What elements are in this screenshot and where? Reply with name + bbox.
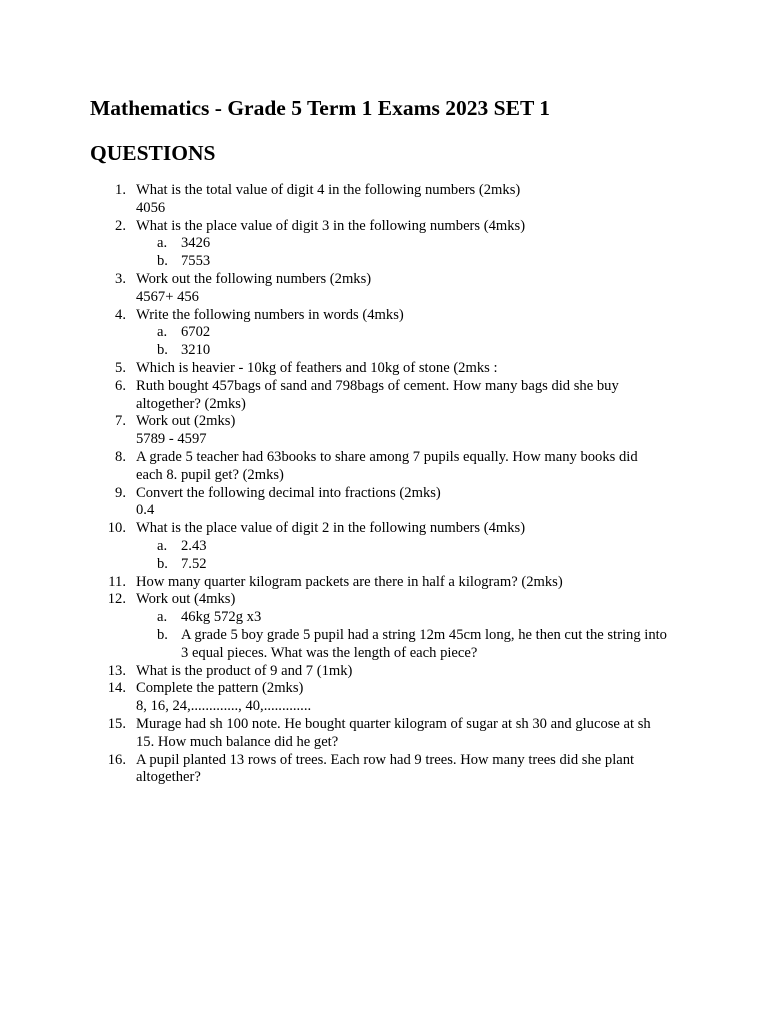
sub-question-text: A grade 5 boy grade 5 pupil had a string 12m 45cm long, he then cut the string into 3 equal pieces. What was the length of each piece? — [181, 626, 667, 661]
question-detail: altogether? (2mks) — [136, 395, 246, 412]
question-item — [0, 485, 676, 521]
question-item — [0, 680, 676, 716]
question-detail: 15. How much balance did he get? — [136, 733, 339, 750]
question-text: Work out the following numbers (2mks) — [136, 270, 372, 287]
question-detail: 4567+ 456 — [136, 288, 199, 305]
question-item — [0, 271, 676, 307]
sub-question-label: a. — [157, 324, 168, 341]
question-item — [0, 574, 676, 592]
question-text: Convert the following decimal into fractions (2mks) — [136, 484, 441, 501]
question-text: A pupil planted 13 rows of trees. Each row had 9 trees. How many trees did she plant — [136, 751, 635, 768]
sub-question-item — [0, 342, 671, 360]
sub-question-text: 46kg 572g x3 — [181, 609, 262, 626]
question-number: 10. — [107, 520, 126, 537]
question-item — [0, 449, 676, 485]
sub-question-text: 7.52 — [181, 555, 207, 572]
question-number: 7. — [115, 413, 126, 430]
sub-question-label: b. — [157, 342, 168, 359]
sub-question-text: 6702 — [181, 324, 211, 341]
question-number: 6. — [115, 377, 126, 394]
question-text: Murage had sh 100 note. He bought quarter kilogram of sugar at sh 30 and glucose at sh — [136, 715, 651, 732]
question-number: 11. — [108, 573, 126, 590]
sub-question-item — [0, 556, 671, 574]
question-item — [0, 360, 676, 378]
question-item — [0, 752, 676, 788]
question-number: 9. — [115, 484, 126, 501]
sub-question-label: a. — [157, 235, 168, 252]
question-number: 13. — [107, 662, 126, 679]
question-number: 16. — [107, 751, 126, 768]
document-title: Mathematics - Grade 5 Term 1 Exams 2023 SET 1 — [90, 96, 551, 120]
question-text: Which is heavier - 10kg of feathers and 10kg of stone (2mks : — [136, 359, 498, 376]
question-list — [0, 182, 768, 787]
question-detail: 5789 - 4597 — [136, 431, 207, 448]
sub-question-label: a. — [157, 609, 168, 626]
question-number: 2. — [115, 217, 126, 234]
questions-heading: QUESTIONS — [90, 141, 216, 165]
question-number: 5. — [115, 359, 126, 376]
sub-question-text: 7553 — [181, 253, 211, 270]
question-item — [0, 413, 676, 449]
question-text: Write the following numbers in words (4mks) — [136, 306, 404, 323]
question-item — [0, 378, 676, 414]
question-item — [0, 591, 676, 609]
question-detail: 0.4 — [136, 502, 155, 519]
question-item — [0, 307, 676, 325]
sub-question-label: b. — [157, 555, 168, 572]
question-item — [0, 663, 676, 681]
question-number: 3. — [115, 270, 126, 287]
sub-question-label: a. — [157, 537, 168, 554]
sub-question-text: 2.43 — [181, 537, 207, 554]
question-number: 8. — [115, 448, 126, 465]
sub-question-item — [0, 609, 671, 627]
question-item — [0, 182, 676, 218]
question-item — [0, 716, 676, 752]
question-item — [0, 218, 676, 236]
question-detail: 4056 — [136, 199, 166, 216]
question-number: 4. — [115, 306, 126, 323]
question-detail: 8, 16, 24,............., 40,............. — [136, 698, 312, 715]
sub-question-item — [0, 627, 671, 663]
question-item — [0, 520, 676, 538]
question-number: 1. — [115, 182, 126, 198]
question-text: What is the place value of digit 2 in the following numbers (4mks) — [136, 520, 526, 537]
question-text: What is the product of 9 and 7 (1mk) — [136, 662, 353, 679]
sub-question-item — [0, 253, 671, 271]
question-number: 14. — [107, 680, 126, 697]
question-text: Ruth bought 457bags of sand and 798bags of cement. How many bags did she buy — [136, 377, 619, 394]
sub-question-item — [0, 324, 671, 342]
question-detail: altogether? — [136, 769, 201, 786]
sub-question-text: 3426 — [181, 235, 211, 252]
question-text: What is the total value of digit 4 in the following numbers (2mks) — [136, 182, 521, 198]
sub-question-item — [0, 538, 671, 556]
question-text: Complete the pattern (2mks) — [136, 680, 304, 697]
sub-question-label: b. — [157, 626, 168, 643]
question-text: What is the place value of digit 3 in the following numbers (4mks) — [136, 217, 526, 234]
sub-question-label: b. — [157, 253, 168, 270]
sub-question-text: 3210 — [181, 342, 211, 359]
question-number: 12. — [107, 591, 126, 608]
question-number: 15. — [107, 715, 126, 732]
question-text: How many quarter kilogram packets are there in half a kilogram? (2mks) — [136, 573, 563, 590]
sub-question-item — [0, 235, 671, 253]
question-text: Work out (4mks) — [136, 591, 236, 608]
question-text: A grade 5 teacher had 63books to share among 7 pupils equally. How many books did — [136, 448, 638, 465]
question-detail: each 8. pupil get? (2mks) — [136, 466, 284, 483]
question-text: Work out (2mks) — [136, 413, 236, 430]
